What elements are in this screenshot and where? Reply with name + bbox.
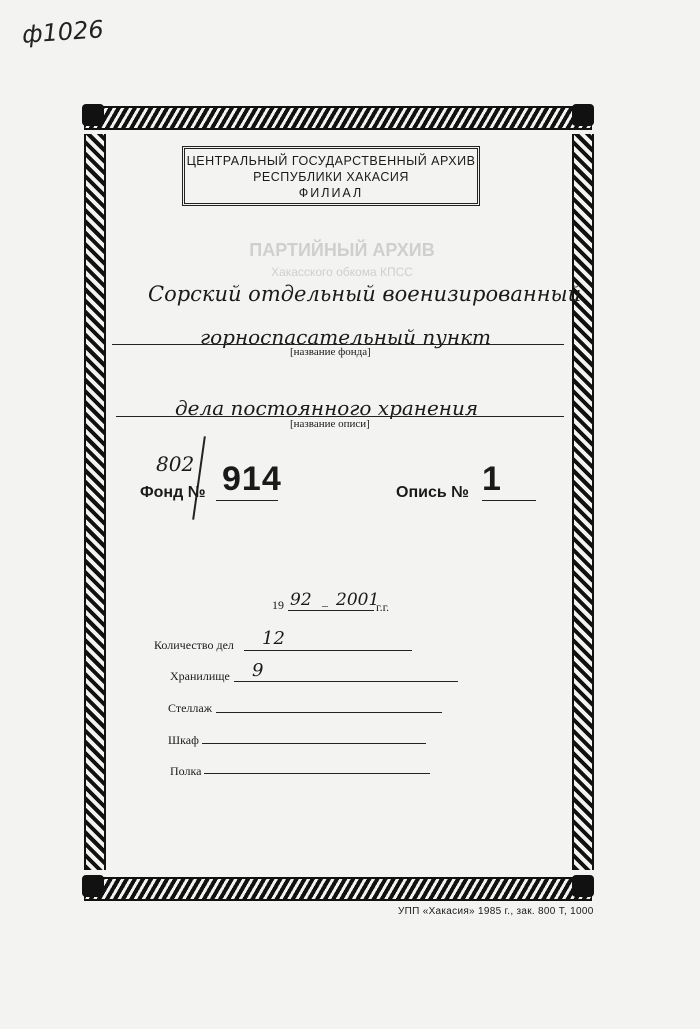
fund-number: 914	[222, 460, 282, 498]
faded-stamp-line: ПАРТИЙНЫЙ АРХИВ	[249, 240, 435, 260]
years-start: 92	[290, 590, 312, 610]
frame-border-right	[572, 134, 594, 870]
frame-corner-ornament-icon	[82, 104, 104, 126]
fund-name-caption: [название фонда]	[290, 346, 371, 358]
years-suffix: г.г.	[376, 600, 390, 614]
printer-footer: УПП «Хакасия» 1985 г., зак. 800 Т, 1000	[398, 906, 594, 917]
fund-name-line2: горноспасательный пункт	[200, 325, 491, 349]
fund-name-line1: Сорский отдельный военизированный	[148, 282, 582, 306]
stamp-line: ФИЛИАЛ	[298, 186, 364, 200]
field-label-cabinet: Шкаф	[168, 733, 199, 747]
faded-old-stamp	[232, 240, 452, 279]
inventory-number-underline	[482, 500, 536, 501]
archive-stamp	[182, 146, 480, 206]
fund-old-number: 802	[156, 452, 195, 476]
fund-name-underline	[112, 344, 564, 345]
years-underline	[288, 610, 374, 611]
field-line-cases-count	[244, 650, 412, 651]
years-prefix: 19	[272, 598, 284, 612]
archive-corner-note: ф1026	[21, 15, 105, 49]
field-label-storage: Хранилище	[170, 669, 230, 683]
fund-number-underline	[216, 500, 278, 501]
inventory-number: 1	[482, 460, 502, 498]
field-line-shelf	[204, 773, 430, 774]
inventory-name-caption: [название описи]	[290, 418, 370, 430]
field-value-storage: 9	[252, 660, 264, 681]
field-line-rack	[216, 712, 442, 713]
inventory-name-underline	[116, 416, 564, 417]
field-line-storage	[234, 681, 458, 682]
frame-corner-ornament-icon	[82, 875, 104, 897]
frame-border-bottom	[84, 877, 592, 901]
faded-stamp-line: Хакасского обкома КПСС	[271, 265, 413, 279]
field-value-cases-count: 12	[262, 628, 285, 649]
stamp-line: ЦЕНТРАЛЬНЫЙ ГОСУДАРСТВЕННЫЙ АРХИВ	[186, 154, 476, 168]
inventory-label: Опись №	[396, 484, 469, 501]
inventory-name-value: дела постоянного хранения	[175, 396, 479, 420]
years-end: 2001	[336, 590, 380, 610]
stamp-line: РЕСПУБЛИКИ ХАКАСИЯ	[253, 170, 409, 184]
fund-label: Фонд №	[140, 484, 206, 501]
field-line-cabinet	[202, 743, 426, 744]
field-label-rack: Стеллаж	[168, 701, 213, 715]
frame-border-top	[84, 106, 592, 130]
field-label-shelf: Полка	[170, 764, 202, 778]
strike-slash	[192, 436, 206, 519]
field-label-cases-count: Количество дел	[154, 638, 234, 652]
frame-corner-ornament-icon	[572, 104, 594, 126]
years-dash: –	[322, 598, 328, 612]
frame-border-left	[84, 134, 106, 870]
frame-corner-ornament-icon	[572, 875, 594, 897]
